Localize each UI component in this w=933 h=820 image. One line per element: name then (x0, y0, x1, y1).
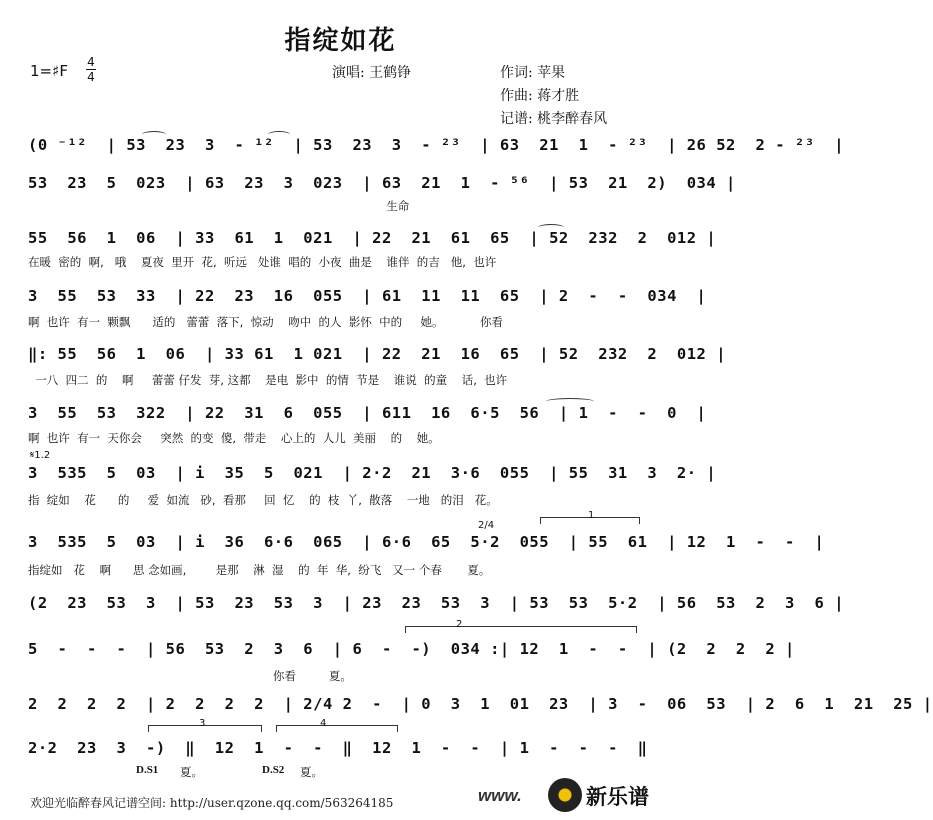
score-row-4: 3 55 53 33 | 22 23 16 055 | 61 11 11 65 | 2 - - 034 | (28, 287, 707, 305)
composer-credit: 作曲: 蒋才胜 (500, 88, 580, 104)
lyric-row-10: 你看 夏。 (28, 669, 352, 683)
score-row-1: (0 ⁻¹² | 53 23 3 - ¹² | 53 23 3 - ²³ | 63 21 1 - ²³ | 26 52 2 - ²³ | (28, 136, 845, 154)
score-row-10: 5 - - - | 56 53 2 3 6 | 6 - -) 034 :| 12 1 - - | (2 2 2 2 | (28, 640, 795, 658)
score-row-12: 2·2 23 3 -) ‖ 12 1 - - ‖ 12 1 - - | 1 - - - ‖ (28, 739, 648, 757)
watermark-text: www. (478, 786, 522, 805)
lyric-row-2: 生命 (28, 199, 410, 213)
ds1-marking: D.S1 (136, 764, 159, 776)
time-signature (86, 56, 96, 83)
second-ending-number: 2 (456, 619, 463, 630)
transcriber-credit: 记谱: 桃李醉春风 (500, 111, 608, 127)
slur-mark (268, 131, 290, 138)
meter-change-mark: 2/4 (478, 520, 495, 531)
score-row-5: ‖: 55 56 1 06 | 33 61 1 021 | 22 21 16 65 | 52 232 2 012 | (28, 345, 727, 363)
score-row-6: 3 55 53 322 | 22 31 6 055 | 611 16 6·5 56 | 1 - - 0 | (28, 404, 707, 422)
lyric-row-6: 啊 也许 有一 天你会 突然 的变 傻, 带走 心上的 人儿 美丽 的 她。 (28, 431, 440, 445)
score-row-7: 3 535 5 03 | i 35 5 021 | 2·2 21 3·6 055 | 55 31 3 2· | (28, 464, 717, 482)
tuplet-number: 4 (320, 718, 327, 729)
lyricist-credit: 作词: 苹果 (500, 65, 566, 81)
slur-mark (142, 131, 166, 138)
score-row-3: 55 56 1 06 | 33 61 1 021 | 22 21 61 65 | 52 232 2 012 | (28, 229, 717, 247)
logo-text: 新乐谱 (586, 785, 649, 809)
ds2-marking: D.S2 (262, 764, 285, 776)
tuplet-bracket (276, 725, 398, 732)
score-row-9: (2 23 53 3 | 53 23 53 3 | 23 23 53 3 | 53 53 5·2 | 56 53 2 3 6 | (28, 594, 845, 612)
slur-mark (538, 224, 564, 231)
lyric-row-5: 一八 四二 的 啊 蕾蕾 仔发 芽, 这都 是电 影中 的情 节是 谁说 的童 话, 也许 (28, 373, 508, 387)
lyric-row-3: 在暖 密的 啊, 哦 夏夜 里开 花, 听远 处谁 唱的 小夜 曲是 谁伴 的吉 他, 也许 (28, 255, 497, 269)
slur-mark (546, 398, 594, 405)
score-row-2: 53 23 5 023 | 63 23 3 023 | 63 21 1 - ⁵⁶ | 53 21 2) 034 | (28, 174, 736, 192)
footer-text: 欢迎光临醉春风记谱空间: http://user.qzone.qq.com/563264185 (30, 796, 394, 810)
site-logo (548, 776, 674, 814)
score-row-11: 2 2 2 2 | 2 2 2 2 | 2/4 2 - | 0 3 1 01 23 | 3 - 06 53 | 2 6 1 21 25 | (28, 695, 933, 713)
lyric-row-4: 啊 也许 有一 颗飘 适的 蕾蕾 落下, 惊动 吻中 的人 影怀 中的 她。 你看 (28, 315, 503, 329)
first-ending-number: 1 (588, 510, 595, 521)
singer-credit: 演唱: 王鹤铮 (332, 65, 412, 81)
lyric-row-7: 指 绽如 花 的 爱 如流 砂, 看那 回 忆 的 枝 丫, 散落 一地 的泪 花。 (28, 493, 498, 507)
time-signature-bottom: 4 (87, 70, 95, 84)
song-title: 指绽如花 (284, 26, 397, 56)
second-ending-bracket (405, 626, 637, 633)
segno-mark: 𝄋1.2 (30, 450, 51, 461)
fine-lyric-2: 夏。 (300, 765, 323, 779)
lyric-row-8: 指绽如 花 啊 思 念如画, 是那 淋 湿 的 年 华, 纷飞 又一 个春 夏。 (28, 563, 491, 577)
time-signature-top: 4 (87, 55, 95, 69)
score-row-8: 3 535 5 03 | i 36 6·6 065 | 6·6 65 5·2 055 | 55 61 | 12 1 - - | (28, 533, 825, 551)
record-disc-icon (548, 778, 582, 812)
key-signature: 1=♯F (30, 62, 68, 80)
fine-lyric-1: 夏。 (180, 765, 203, 779)
triplet-number: 3 (199, 718, 206, 729)
